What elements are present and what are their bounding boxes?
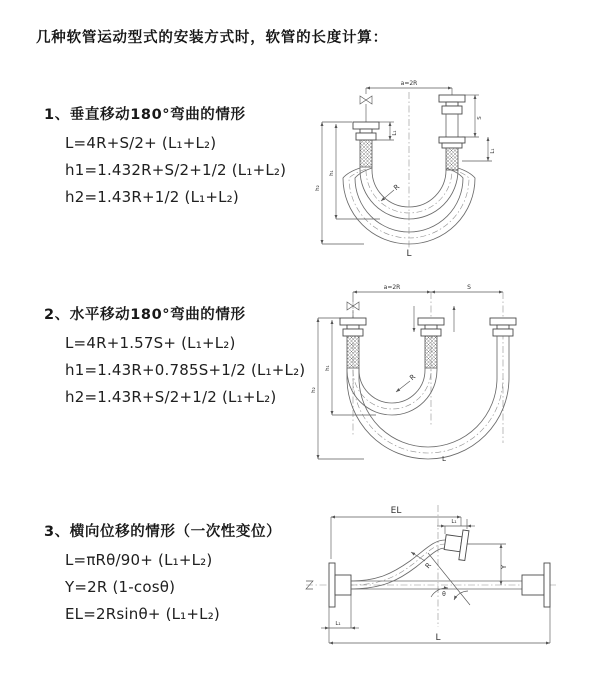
section-1-formula-h2: h2=1.43R+1/2 (L₁+L₂) <box>65 188 239 206</box>
section-3-formula-l: L=πRθ/90+ (L₁+L₂) <box>65 551 213 569</box>
s-label: S <box>467 284 471 291</box>
length-label: L <box>435 633 441 643</box>
valve-icon <box>360 96 372 122</box>
braided-hose-section <box>425 336 437 368</box>
theta-label: θ <box>442 591 446 598</box>
right-end-fitting <box>439 95 465 170</box>
h1-label: h₁ <box>329 170 335 176</box>
el-label: EL <box>390 506 402 516</box>
section-3-heading: 3、横向位移的情形（一次性变位） <box>44 524 282 540</box>
section-2-formula-h1: h1=1.43R+0.785S+1/2 (L₁+L₂) <box>65 361 306 379</box>
right-flange <box>522 563 550 607</box>
radius-label: R <box>408 372 418 383</box>
diagram-vertical-180-bend <box>308 70 578 260</box>
h1-label: h₁ <box>325 365 331 371</box>
length-label: L <box>442 455 446 463</box>
page-title: 几种软管运动型式的安装方式时，软管的长度计算： <box>36 30 388 46</box>
dimension-lines <box>321 517 550 643</box>
dimension-lines <box>322 88 492 244</box>
diagram-lateral-displacement <box>298 493 598 658</box>
span-label: a=2R <box>400 80 418 87</box>
middle-end-fitting <box>418 318 444 368</box>
section-2-formula-l: L=4R+1.57S+ (L₁+L₂) <box>65 334 236 352</box>
l1-left-label: L₁ <box>392 130 398 136</box>
h2-label: h₂ <box>311 387 317 393</box>
section-1-formula-h1: h1=1.432R+S/2+1/2 (L₁+L₂) <box>65 161 287 179</box>
left-flange <box>329 563 351 607</box>
l1-top-label: L₁ <box>451 519 457 525</box>
section-3-formula-el: EL=2Rsinθ+ (L₁+L₂) <box>65 605 220 623</box>
curved-hose-position <box>351 540 445 589</box>
section-1 <box>44 103 286 205</box>
radius-label: R <box>423 561 434 571</box>
length-label: L <box>406 249 412 259</box>
braided-hose-section <box>360 140 372 167</box>
diagram-horizontal-180-bend <box>306 278 586 468</box>
section-2-formula-h2: h2=1.43R+S/2+1/2 (L₁+L₂) <box>65 388 277 406</box>
section-2 <box>44 303 305 405</box>
section-2-heading: 2、水平移动180°弯曲的情形 <box>44 307 246 323</box>
upper-flange <box>443 528 469 561</box>
h2-label: h₂ <box>315 185 321 191</box>
right-end-fitting <box>490 318 516 336</box>
braided-hose-section <box>347 336 359 368</box>
radius-label: R <box>392 182 402 193</box>
diagram-labels <box>335 506 508 643</box>
braided-hose-section <box>446 148 458 170</box>
section-1-heading: 1、垂直移动180°弯曲的情形 <box>44 107 246 123</box>
l1-left-label: L₁ <box>335 621 341 627</box>
section-3 <box>44 520 281 622</box>
centerlines <box>353 292 503 453</box>
s-label: S <box>477 116 483 120</box>
left-end-fitting <box>353 122 379 167</box>
l1-right-label: L₁ <box>490 148 496 154</box>
span-label: a=2R <box>383 284 401 291</box>
section-1-formula-l: L=4R+S/2+ (L₁+L₂) <box>65 134 217 152</box>
y-label: Y <box>500 564 508 570</box>
left-end-fitting <box>340 318 366 368</box>
section-3-formula-y: Y=2R (1-cosθ) <box>65 578 176 596</box>
